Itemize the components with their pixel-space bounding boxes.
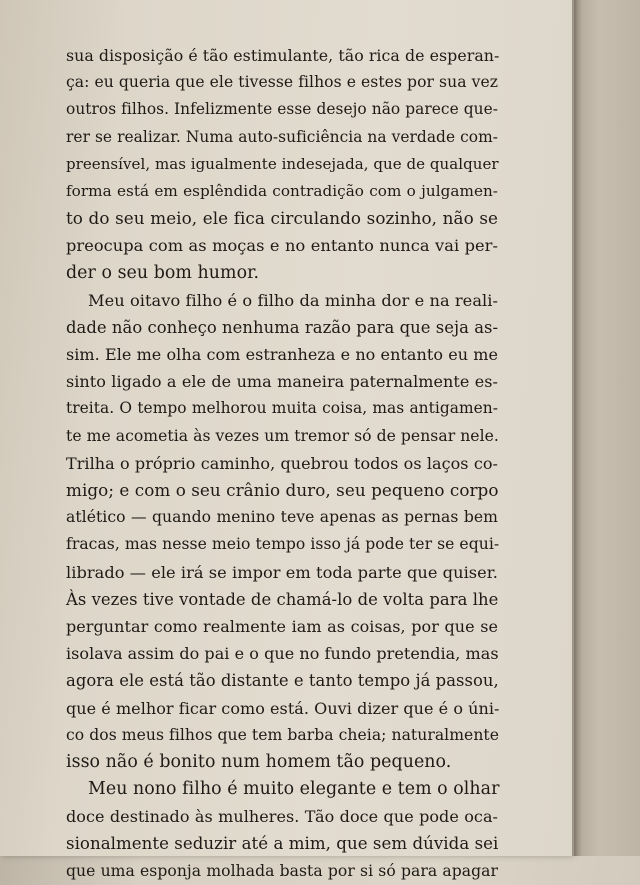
text-line: to do seu meio, ele fica circulando sozinho, não se xyxy=(66,208,498,229)
text-line: que é melhor ficar como está. Ouvi dizer que é o úni- xyxy=(66,698,500,718)
text-line: Às vezes tive vontade de chamá-lo de volta para lhe xyxy=(66,589,499,609)
text-line: librado — ele irá se impor em toda parte que quiser. xyxy=(66,562,498,582)
text-line: te me acometia às vezes um tremor só de pensar nele. xyxy=(66,426,499,445)
text-line: ça: eu queria que ele tivesse filhos e estes por sua vez xyxy=(66,73,498,92)
text-line: preensível, mas igualmente indesejada, que de qualquer xyxy=(66,154,499,173)
text-line: preocupa com as moças e no entanto nunca vai per- xyxy=(66,236,498,256)
text-line: migo; e com o seu crânio duro, seu pequeno corpo xyxy=(66,480,499,500)
text-line: der o seu bom humor. xyxy=(66,262,260,283)
text-line: Meu oitavo filho é o filho da minha dor e na reali- xyxy=(88,290,498,310)
text-line: sua disposição é tão estimulante, tão rica de esperan- xyxy=(66,46,500,65)
text-line: treita. O tempo melhorou muita coisa, mas antigamen- xyxy=(66,399,498,418)
text-line: isso não é bonito num homem tão pequeno. xyxy=(66,751,452,772)
text-line: outros filhos. Infelizmente esse desejo não parece que- xyxy=(66,100,498,119)
text-line: isolava assim do pai e o que no fundo pretendia, mas xyxy=(66,644,499,664)
text-line: sionalmente seduzir até a mim, que sem dúvida sei xyxy=(66,834,499,854)
text-line: atlético — quando menino teve apenas as pernas bem xyxy=(66,508,498,527)
text-line: Meu nono filho é muito elegante e tem o olhar xyxy=(88,779,500,800)
text-line: doce destinado às mulheres. Tão doce que pode oca- xyxy=(66,807,498,827)
text-line: dade não conheço nenhuma razão para que seja as- xyxy=(66,317,499,337)
text-line: que uma esponja molhada basta por si só para apagar xyxy=(66,861,498,880)
text-line: agora ele está tão distante e tanto tempo já passou, xyxy=(66,671,499,691)
text-line: fracas, mas nesse meio tempo isso já pode ter se equi- xyxy=(66,535,500,554)
page-gutter-shadow xyxy=(574,0,582,856)
page-text xyxy=(66,42,498,885)
text-line: co dos meus filhos que tem barba cheia; naturalmente xyxy=(66,725,500,744)
text-line: rer se realizar. Numa auto-suficiência na verdade com- xyxy=(66,127,498,146)
text-line: forma está em esplêndida contradição com o julgamen- xyxy=(66,181,498,200)
text-line: sim. Ele me olha com estranheza e no entanto eu me xyxy=(66,345,498,365)
next-page-edge xyxy=(572,0,640,856)
text-line: sinto ligado a ele de uma maneira paternalmente es- xyxy=(66,372,498,392)
text-line: Trilha o próprio caminho, quebrou todos os laços co- xyxy=(66,453,498,473)
text-line: perguntar como realmente iam as coisas, por que se xyxy=(66,616,498,636)
